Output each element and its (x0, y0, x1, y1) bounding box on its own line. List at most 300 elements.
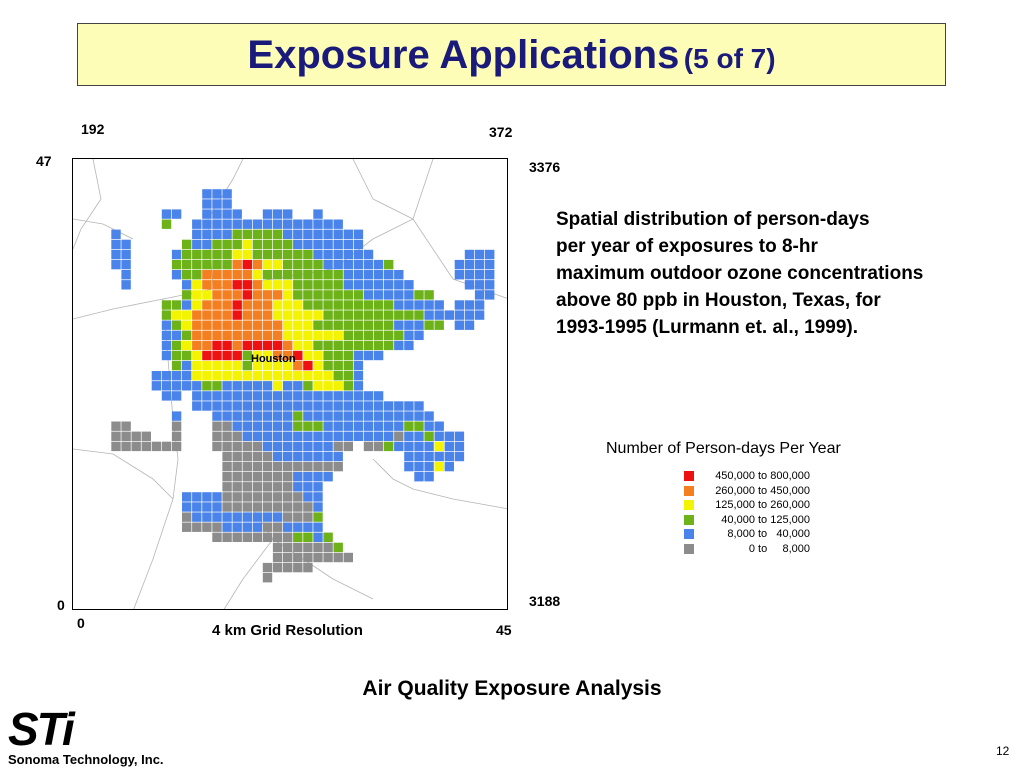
grid-cell (283, 482, 292, 491)
grid-cell (313, 371, 322, 380)
grid-cell (202, 199, 211, 208)
grid-cell (273, 411, 282, 420)
grid-cell (192, 371, 201, 380)
grid-cell (233, 280, 242, 289)
grid-cell (293, 442, 302, 451)
grid-cell (222, 189, 231, 198)
grid-cell (424, 310, 433, 319)
grid-cell (172, 422, 181, 431)
grid-cell (354, 351, 363, 360)
grid-cell (222, 462, 231, 471)
grid-cell (374, 432, 383, 441)
grid-cell (233, 220, 242, 229)
grid-cell (283, 220, 292, 229)
grid-cell (334, 432, 343, 441)
grid-cell (172, 371, 181, 380)
grid-cell (222, 452, 231, 461)
grid-cell (212, 361, 221, 370)
grid-cell (293, 371, 302, 380)
grid-cell (233, 432, 242, 441)
grid-cell (364, 331, 373, 340)
grid-cell (374, 351, 383, 360)
grid-cell (243, 533, 252, 542)
grid-cell (222, 209, 231, 218)
grid-cell (283, 290, 292, 299)
grid-cell (394, 300, 403, 309)
grid-cell (192, 250, 201, 259)
grid-cell (364, 442, 373, 451)
grid-cell (273, 432, 282, 441)
grid-cell (374, 270, 383, 279)
grid-cell (435, 452, 444, 461)
grid-cell (273, 220, 282, 229)
grid-cell (344, 230, 353, 239)
grid-cell (253, 250, 262, 259)
grid-cell (182, 371, 191, 380)
grid-cell (364, 422, 373, 431)
grid-cell (253, 341, 262, 350)
grid-cell (475, 280, 484, 289)
grid-cell (283, 533, 292, 542)
grid-cell (162, 310, 171, 319)
grid-cell (243, 401, 252, 410)
grid-cell (121, 280, 130, 289)
grid-cell (424, 290, 433, 299)
grid-cell (162, 442, 171, 451)
grid-cell (263, 260, 272, 269)
grid-cell (455, 321, 464, 330)
grid-cell (313, 432, 322, 441)
corner-label-bottom-right-x: 45 (496, 622, 512, 638)
grid-cell (364, 411, 373, 420)
grid-cell (253, 381, 262, 390)
grid-cell (323, 401, 332, 410)
grid-cell (313, 543, 322, 552)
grid-cell (212, 250, 221, 259)
grid-cell (374, 300, 383, 309)
grid-cell (364, 300, 373, 309)
grid-cell (404, 411, 413, 420)
grid-cell (162, 341, 171, 350)
grid-cell (202, 371, 211, 380)
grid-cell (202, 280, 211, 289)
grid-cell (273, 341, 282, 350)
grid-cell (344, 401, 353, 410)
grid-cell (182, 331, 191, 340)
description-line: per year of exposures to 8-hr (556, 236, 818, 257)
grid-cell (344, 553, 353, 562)
grid-cell (192, 512, 201, 521)
grid-cell (283, 209, 292, 218)
grid-cell (273, 512, 282, 521)
grid-cell (313, 361, 322, 370)
grid-cell (323, 300, 332, 309)
legend-label: 8,000 to 40,000 (727, 528, 810, 541)
grid-cell (414, 310, 423, 319)
grid-resolution-label: 4 km Grid Resolution (212, 622, 363, 639)
grid-cell (313, 280, 322, 289)
grid-cell (414, 462, 423, 471)
grid-cell (283, 371, 292, 380)
grid-cell (212, 300, 221, 309)
grid-cell (283, 381, 292, 390)
grid-cell (233, 290, 242, 299)
grid-cell (344, 361, 353, 370)
grid-cell (182, 512, 191, 521)
corner-label-left-bottom-y: 0 (57, 597, 65, 613)
grid-cell (323, 553, 332, 562)
grid-cell (222, 331, 231, 340)
grid-cell (334, 321, 343, 330)
grid-cell (465, 310, 474, 319)
grid-cell (222, 371, 231, 380)
grid-cell (293, 422, 302, 431)
grid-cell (334, 250, 343, 259)
grid-cell (354, 432, 363, 441)
grid-cell (212, 310, 221, 319)
grid-cell (404, 280, 413, 289)
corner-label-right-bottom-y: 3188 (529, 593, 561, 609)
grid-cell (202, 341, 211, 350)
grid-cell (283, 411, 292, 420)
grid-cell (313, 321, 322, 330)
grid-cell (202, 189, 211, 198)
grid-cell (233, 381, 242, 390)
grid-cell (212, 240, 221, 249)
grid-cell (222, 512, 231, 521)
grid-cell (475, 270, 484, 279)
grid-cell (313, 422, 322, 431)
legend-swatch (684, 500, 694, 510)
grid-cell (445, 462, 454, 471)
grid-cell (313, 351, 322, 360)
grid-cell (263, 230, 272, 239)
grid-cell (293, 310, 302, 319)
grid-cell (475, 310, 484, 319)
grid-cell (313, 331, 322, 340)
grid-cell (222, 442, 231, 451)
grid-cell (485, 260, 494, 269)
grid-cell (263, 472, 272, 481)
grid-cell (303, 300, 312, 309)
grid-cell (182, 381, 191, 390)
grid-cell (414, 422, 423, 431)
grid-cell (424, 462, 433, 471)
grid-cell (263, 563, 272, 572)
grid-cell (364, 321, 373, 330)
grid-cell (212, 321, 221, 330)
grid-cell (394, 280, 403, 289)
grid-cell (283, 553, 292, 562)
grid-cell (344, 250, 353, 259)
grid-cell (404, 462, 413, 471)
grid-cell (172, 351, 181, 360)
grid-cell (253, 391, 262, 400)
grid-cell (263, 220, 272, 229)
grid-cell (374, 422, 383, 431)
grid-cell (384, 422, 393, 431)
grid-cell (313, 472, 322, 481)
grid-cell (202, 512, 211, 521)
grid-cell (212, 381, 221, 390)
grid-cell (354, 240, 363, 249)
grid-cell (283, 250, 292, 259)
grid-cell (263, 462, 272, 471)
grid-cell (192, 381, 201, 390)
grid-cell (233, 401, 242, 410)
grid-cell (132, 432, 141, 441)
grid-cell (424, 432, 433, 441)
grid-cell (344, 280, 353, 289)
grid-cell (243, 371, 252, 380)
grid-cell (354, 422, 363, 431)
grid-cell (212, 270, 221, 279)
city-label-houston: Houston (251, 353, 296, 365)
grid-cell (222, 502, 231, 511)
grid-cell (293, 553, 302, 562)
grid-cell (323, 250, 332, 259)
grid-cell (334, 310, 343, 319)
grid-cell (354, 371, 363, 380)
grid-cell (222, 422, 231, 431)
grid-cell (222, 280, 231, 289)
grid-cell (293, 280, 302, 289)
grid-cell (303, 563, 312, 572)
grid-cell (192, 280, 201, 289)
grid-cell (162, 220, 171, 229)
grid-cell (364, 351, 373, 360)
grid-cell (424, 300, 433, 309)
grid-cell (243, 321, 252, 330)
grid-cell (233, 472, 242, 481)
grid-cell (162, 300, 171, 309)
grid-cell (253, 280, 262, 289)
grid-cell (313, 209, 322, 218)
grid-cell (202, 300, 211, 309)
grid-cell (182, 492, 191, 501)
grid-cell (273, 563, 282, 572)
grid-cell (384, 300, 393, 309)
grid-cell (293, 533, 302, 542)
grid-cell (243, 432, 252, 441)
grid-cell (212, 209, 221, 218)
grid-cell (303, 250, 312, 259)
grid-cell (212, 391, 221, 400)
grid-cell (334, 361, 343, 370)
grid-cell (303, 401, 312, 410)
grid-cell (253, 482, 262, 491)
slide-title: Exposure Applications (247, 33, 680, 77)
grid-cell (202, 351, 211, 360)
grid-cell (435, 462, 444, 471)
grid-cell (172, 300, 181, 309)
grid-cell (293, 260, 302, 269)
legend-title: Number of Person-days Per Year (606, 440, 841, 457)
grid-cell (455, 310, 464, 319)
grid-cell (313, 240, 322, 249)
grid-cell (313, 523, 322, 532)
grid-cell (303, 341, 312, 350)
grid-cell (243, 381, 252, 390)
grid-cell (233, 240, 242, 249)
grid-cell (303, 462, 312, 471)
grid-cell (233, 310, 242, 319)
grid-cell (263, 573, 272, 582)
grid-cell (243, 220, 252, 229)
grid-cell (222, 310, 231, 319)
grid-cell (243, 331, 252, 340)
grid-cell (253, 401, 262, 410)
corner-label-bottom-left-x: 0 (77, 615, 85, 631)
grid-cell (212, 533, 221, 542)
grid-cell (111, 230, 120, 239)
grid-cell (424, 472, 433, 481)
grid-cell (212, 401, 221, 410)
grid-cell (334, 391, 343, 400)
description-line: 1993-1995 (Lurmann et. al., 1999). (556, 317, 859, 338)
grid-cell (323, 331, 332, 340)
grid-cell (313, 260, 322, 269)
grid-cell (313, 290, 322, 299)
legend-swatch (684, 471, 694, 481)
grid-cell (182, 280, 191, 289)
grid-cell (313, 411, 322, 420)
grid-cell (435, 310, 444, 319)
grid-cell (192, 290, 201, 299)
grid-cell (212, 351, 221, 360)
grid-cell (465, 250, 474, 259)
grid-cell (414, 432, 423, 441)
grid-cell (404, 452, 413, 461)
grid-cell (374, 321, 383, 330)
grid-cell (222, 351, 231, 360)
grid-cell (364, 250, 373, 259)
grid-cell (334, 553, 343, 562)
grid-cell (121, 240, 130, 249)
grid-cell (263, 391, 272, 400)
grid-cell (293, 300, 302, 309)
grid-cell (111, 432, 120, 441)
grid-cell (233, 331, 242, 340)
grid-cell (202, 240, 211, 249)
grid-cell (273, 300, 282, 309)
grid-cell (202, 502, 211, 511)
grid-cell (364, 432, 373, 441)
grid-cell (293, 523, 302, 532)
grid-cell (192, 401, 201, 410)
grid-cell (111, 260, 120, 269)
corner-label-left-top-y: 47 (36, 153, 52, 169)
grid-cell (303, 422, 312, 431)
grid-cell (273, 321, 282, 330)
grid-cell (323, 422, 332, 431)
grid-cell (162, 331, 171, 340)
grid-cell (182, 260, 191, 269)
grid-cell (424, 411, 433, 420)
grid-cell (233, 512, 242, 521)
grid-cell (334, 381, 343, 390)
grid-cell (192, 502, 201, 511)
grid-cell (465, 270, 474, 279)
grid-cell (313, 553, 322, 562)
grid-cell (253, 442, 262, 451)
grid-cell (384, 260, 393, 269)
grid-cell (404, 401, 413, 410)
grid-cell (172, 381, 181, 390)
grid-cell (303, 442, 312, 451)
grid-cell (192, 523, 201, 532)
grid-cell (344, 391, 353, 400)
grid-cell (414, 452, 423, 461)
grid-cell (172, 432, 181, 441)
grid-cell (303, 230, 312, 239)
grid-cell (202, 220, 211, 229)
grid-cell (283, 401, 292, 410)
grid-cell (384, 432, 393, 441)
grid-cell (394, 270, 403, 279)
grid-cell (323, 240, 332, 249)
grid-cell (111, 422, 120, 431)
grid-cell (323, 310, 332, 319)
grid-cell (233, 523, 242, 532)
grid-cell (283, 341, 292, 350)
grid-cell (222, 230, 231, 239)
grid-cell (212, 260, 221, 269)
grid-cell (364, 280, 373, 289)
grid-cell (222, 341, 231, 350)
grid-cell (424, 321, 433, 330)
grid-cell (344, 260, 353, 269)
grid-cell (243, 270, 252, 279)
grid-cell (414, 411, 423, 420)
grid-cell (344, 300, 353, 309)
grid-cell (243, 250, 252, 259)
grid-cell (192, 220, 201, 229)
grid-cell (253, 331, 262, 340)
grid-cell (273, 462, 282, 471)
grid-cell (233, 250, 242, 259)
grid-cell (313, 381, 322, 390)
grid-cell (273, 543, 282, 552)
grid-cell (374, 401, 383, 410)
grid-cell (283, 321, 292, 330)
grid-cell (364, 341, 373, 350)
grid-cell (354, 230, 363, 239)
grid-cell (263, 401, 272, 410)
grid-cell (273, 250, 282, 259)
grid-cell (334, 230, 343, 239)
grid-cell (121, 250, 130, 259)
grid-cell (323, 472, 332, 481)
grid-cell (293, 391, 302, 400)
grid-cell (273, 401, 282, 410)
grid-cell (334, 290, 343, 299)
grid-cell (263, 381, 272, 390)
slide-title-suffix: (5 of 7) (683, 43, 776, 74)
grid-cell (485, 250, 494, 259)
grid-cell (293, 331, 302, 340)
grid-cell (243, 452, 252, 461)
grid-cell (273, 452, 282, 461)
grid-cell (344, 331, 353, 340)
grid-cell (283, 280, 292, 289)
grid-cell (394, 432, 403, 441)
grid-cell (212, 523, 221, 532)
grid-cell (222, 290, 231, 299)
grid-cell (233, 270, 242, 279)
grid-cell (303, 290, 312, 299)
grid-cell (344, 411, 353, 420)
